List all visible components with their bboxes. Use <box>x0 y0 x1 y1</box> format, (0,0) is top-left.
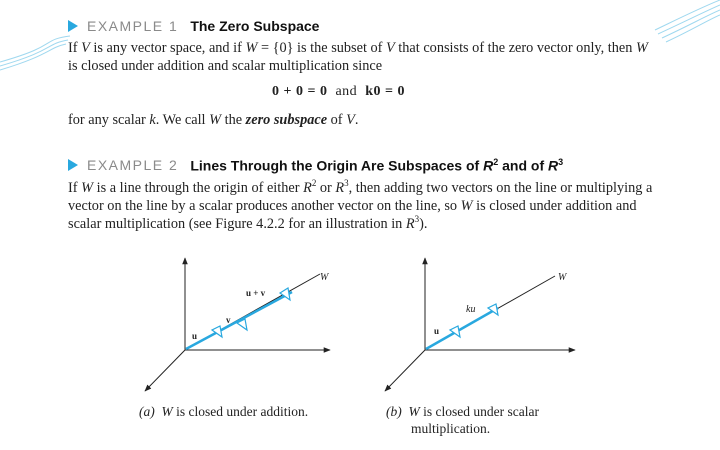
figure-b-caption-line1: (b) W is closed under scalar <box>386 404 539 419</box>
zero-subspace-equation <box>272 84 405 100</box>
example1-conclusion: for any scalar k. We call W the zero subspace of V. <box>68 112 359 128</box>
figure-b-caption <box>386 403 539 437</box>
example2-word: EXAMPLE 2 <box>87 157 179 174</box>
equation-right: k0 = 0 <box>365 84 405 99</box>
example1-paragraph: If V is any vector space, and if W = {0} is the subset of V that consists of the zero vector only, then W is closed under addition and scalar multiplication since <box>68 40 648 74</box>
example1-word: EXAMPLE 1 <box>87 18 179 34</box>
label-u-plus-v: u + v <box>246 288 266 298</box>
example1-title: The Zero Subspace <box>190 18 320 34</box>
x-axis <box>145 350 185 391</box>
label-v: v <box>226 315 231 325</box>
arrow-icon <box>68 20 78 32</box>
label-w: W <box>558 272 567 283</box>
figure-a-addition <box>130 250 350 400</box>
figure-b-scalar-multiplication <box>370 250 590 400</box>
example2-paragraph: If W is a line through the origin of either $R^2$ or $R^3$, then adding two vectors on the line or multiplying a vector on the line by a scalar produces another vector on the line, so W is closed under addition and scalar multiplication (see Figure 4.2.2 for an illustration in $R^3$). <box>68 178 653 232</box>
zero-subspace-term: zero subspace <box>245 112 328 128</box>
vector-sum <box>186 292 292 349</box>
figure-b-caption-line2: multiplication. <box>411 421 491 436</box>
equation-and: and <box>335 84 358 99</box>
figure-b-axes <box>385 258 575 391</box>
x-axis <box>385 350 425 391</box>
example2-heading <box>68 157 563 174</box>
label-u: u <box>434 326 440 336</box>
example1-heading <box>68 18 319 34</box>
label-ku: ku <box>466 304 476 315</box>
figure-a-caption: (a) W is closed under addition. <box>139 404 309 419</box>
figure-a-axes <box>145 258 330 391</box>
example2-title: Lines Through the Origin Are Subspaces of $R^2$ and of $R^3$ <box>190 157 564 174</box>
label-w: W <box>320 272 329 283</box>
equation-left: 0 + 0 = 0 <box>272 84 328 99</box>
arrow-icon <box>68 159 78 171</box>
label-u: u <box>192 331 198 341</box>
